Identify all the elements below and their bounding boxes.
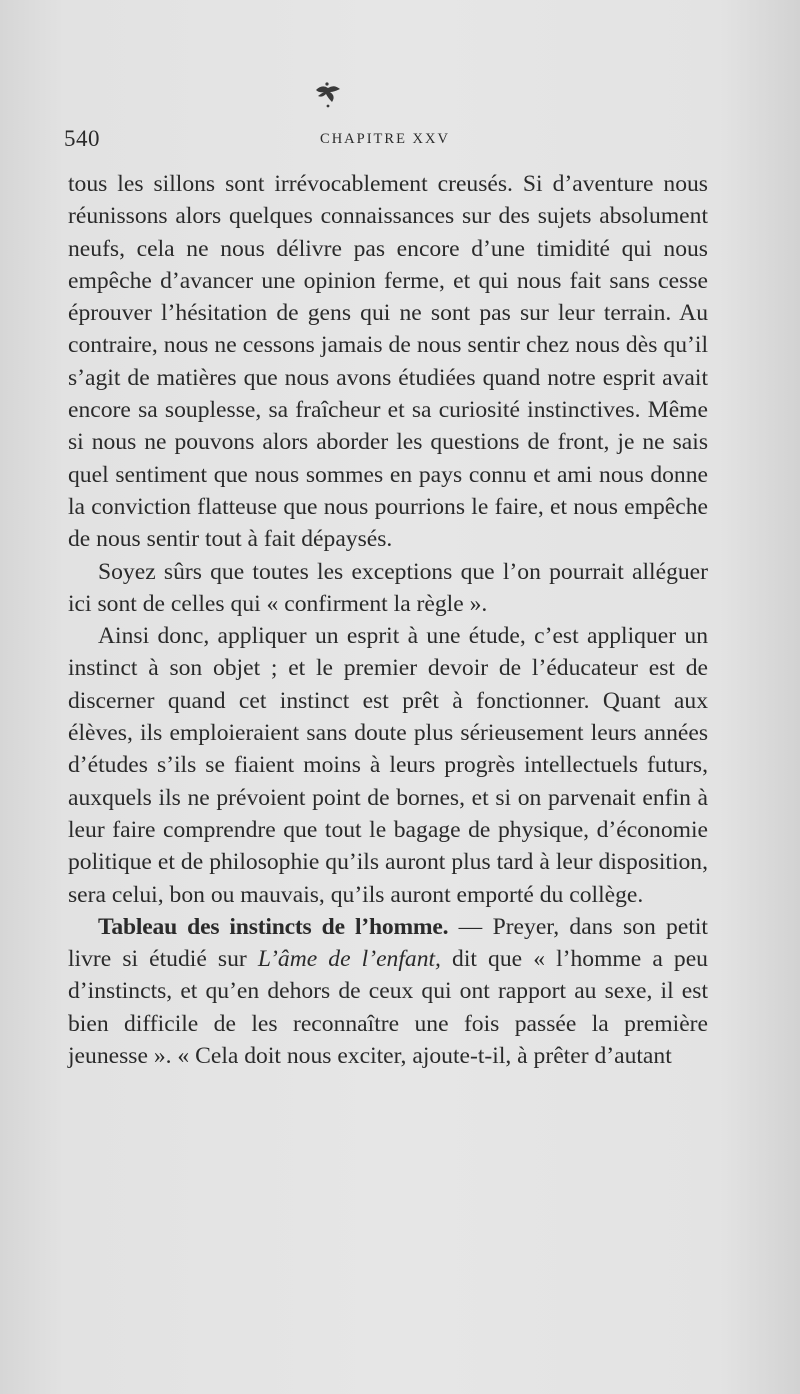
section-heading: Tableau des instincts de l’homme.	[98, 913, 449, 940]
paragraph-1: tous les sillons sont irrévocablement creusés. Si d’aventure nous réunissons alors quelques connaissances sur des sujets absolument neufs, cela ne nous délivre pas encore d’une timidité qui nous empêche d’avancer une opinion ferme, et qui nous fait sans cesse éprouver l’hésitation de gens qui ne sont pas sur leur terrain. Au contraire, nous ne cessons jamais de nous sentir chez nous dès qu’il s’agit de matières que nous avons étudiées quand notre esprit avait encore sa souplesse, sa fraîcheur et sa curiosité instinctives. Même si nous ne pouvons alors aborder les questions de front, je ne sais quel sentiment que nous sommes en pays connu et ami nous donne la conviction flatteuse que nous pourrions le faire, et nous empêche de nous sentir tout à fait dépaysés.	[68, 171, 708, 553]
body-text	[68, 168, 708, 1072]
page-number: 540	[64, 126, 100, 151]
paragraph-4	[68, 911, 708, 1072]
paragraph-3: Ainsi donc, appliquer un esprit à une étude, c’est appliquer un instinct à son objet ; et le premier devoir de l’éducateur est de discerner quand cet instinct est prêt à fonctionner. Quant aux élèves, ils emploieraient sans doute plus sérieusement leurs années d’études s’ils se fiaient moins à leurs progrès intellectuels futurs, auxquels ils ne prévoient point de bornes, et si on parvenait enfin à leur faire comprendre que tout le bagage de physique, d’économie politique et de philosophie qu’ils auront plus tard à leur disposition, sera celui, bon ou mauvais, qu’ils auront emporté du collège.	[68, 623, 708, 908]
paragraph-4-text-a: — Preyer, dans son petit livre si étudié sur	[68, 913, 708, 973]
paragraph-4-text-b: dit que « l’homme a peu d’instincts, et qu’en dehors de ceux qui ont rapport au sexe, il est bien difficile de les reconnaître une fois passée la première jeunesse ». « Cela doit nous exciter, ajoute-t-il, à prêter d’autant	[68, 946, 708, 1070]
printer-ornament-icon	[310, 80, 344, 110]
book-title: L’âme de l’enfant,	[257, 946, 441, 973]
running-title: CHAPITRE XXV	[320, 131, 450, 147]
paragraph-2: Soyez sûrs que toutes les exceptions que l’on pourrait alléguer ici sont de celles qui « confirment la règle ».	[68, 558, 708, 617]
